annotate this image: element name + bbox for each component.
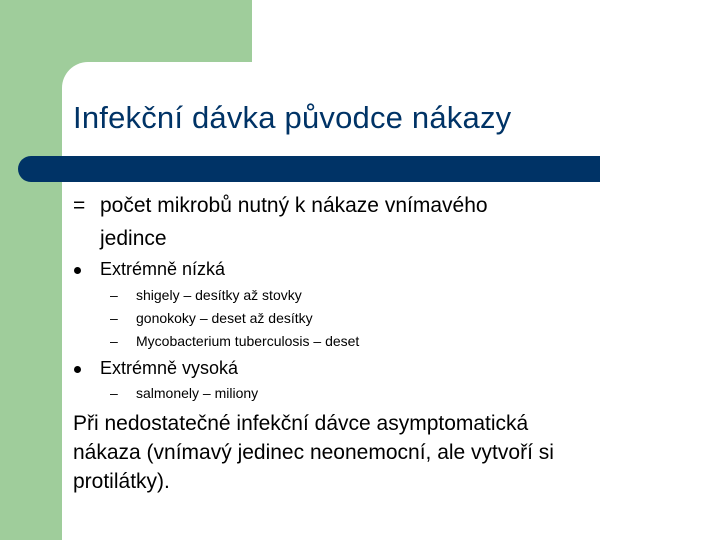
bullet-dot-icon <box>74 366 81 373</box>
slide-title: Infekční dávka původce nákazy <box>73 100 512 135</box>
group-label-high: Extrémně vysoká <box>100 358 239 378</box>
conclusion-line3: protilátky). <box>73 470 170 493</box>
list-item: Mycobacterium tuberculosis – deset <box>136 333 360 349</box>
dash-icon: – <box>110 385 118 401</box>
definition-symbol: = <box>73 194 86 217</box>
title-underline-bar <box>18 156 600 182</box>
dash-icon: – <box>110 287 118 303</box>
bullet-dot-icon <box>74 267 81 274</box>
conclusion-line2: nákaza (vnímavý jedinec neonemocní, ale vytvoří si <box>73 441 554 464</box>
list-item: gonokoky – deset až desítky <box>136 310 313 326</box>
definition-text-line2: jedince <box>100 227 167 250</box>
list-item: salmonely – miliony <box>136 385 259 401</box>
group-label-low: Extrémně nízká <box>100 259 226 279</box>
conclusion-line1: Při nedostatečné infekční dávce asymptomatická <box>73 412 529 435</box>
dash-icon: – <box>110 310 118 326</box>
green-left-strip <box>0 0 62 540</box>
dash-icon: – <box>110 333 118 349</box>
list-item: shigely – desítky až stovky <box>136 287 302 303</box>
definition-text-line1: počet mikrobů nutný k nákaze vnímavého <box>100 194 488 217</box>
